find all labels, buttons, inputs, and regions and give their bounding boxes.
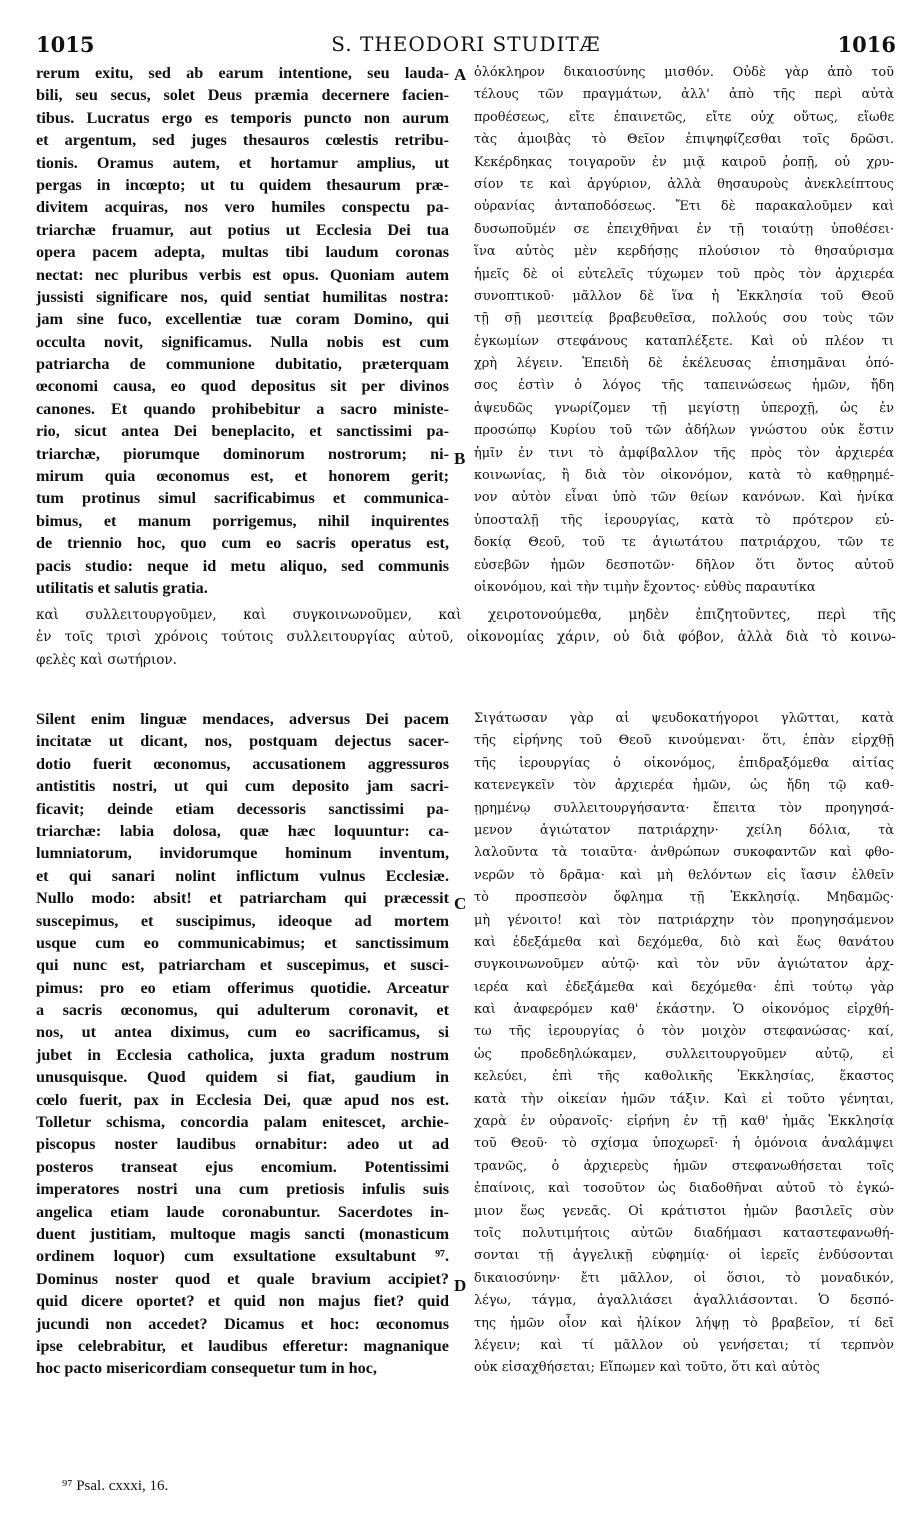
greek-column-bottom	[474, 708, 894, 1388]
latin-text-line: opera pacem adepta, multas tibi laudum coronas	[36, 243, 449, 262]
latin-text-line: Silent enim linguæ mendaces, adversus Dei pacem	[36, 710, 449, 728]
latin-text-line: bimus, et manum porrigemus, nihil inquirentes	[36, 511, 449, 530]
latin-text-line: cœlo fuerit, pax in Ecclesia Dei, quæ apud nos est.	[36, 1090, 449, 1109]
footnote: ⁹⁷ Psal. cxxxi, 16.	[62, 1478, 169, 1494]
latin-text-line: Nullo modo: absit! et patriarcham qui præcessit	[36, 889, 449, 908]
greek-text-line: ὡς προδεδηλώκαμεν, συλλειτουργοῦμεν αὐτῷ, εἰ	[474, 1046, 894, 1062]
greek-text-line: τῆς ἱερουργίας ὁ οἰκονόμος, ἐπιδραξόμεθα αἰτίας	[474, 755, 894, 771]
latin-text-line: pergas in incœpto; ut tu quidem thesaurum præ-	[36, 175, 449, 194]
greek-text-line: Κεκέρδηκας τοιγαροῦν ἐν μιᾷ καιροῦ ῥοπῇ, οὐ χρυ-	[474, 154, 894, 170]
latin-text-line: piscopus noster laudibus ornabitur: adeo ut ad	[36, 1135, 449, 1154]
greek-text-line: ἐγκωμίων στεφάνους καταπλέξετε. Καὶ οὐ πλέον τι	[474, 333, 894, 349]
greek-text-line: χρὴ λέγειν. Ἐπειδὴ δὲ ἐκέλευσας ἐπισημᾶναι ὁπό-	[474, 356, 894, 372]
latin-text-line: triarchæ: labia dolosa, quæ hæc loquuntur: ca-	[36, 821, 449, 840]
greek-text-line: τῇ σῇ μεσιτείᾳ βραβευθεῖσα, πολλούς σου τοὺς τῶν	[474, 311, 894, 327]
greek-text-line: συγκοινωνοῦμεν αὐτῷ· καὶ τὸν νῦν ἁγιώτατον ἀρχ-	[474, 957, 894, 973]
latin-text-line: jussisti significare nos, quid sentiat humilitas nostra:	[36, 287, 449, 306]
greek-text-line: μὴ γένοιτο! καὶ τὸν πατριάρχην τὸν προηγησάμενον	[474, 912, 894, 928]
latin-text-line: tibus. Lucratus ergo es temporis puncto non aurum	[36, 108, 449, 127]
latin-text-line: posteros transeat ejus encomium. Potentissimi	[36, 1157, 449, 1176]
greek-text-line: τοῦ Θεοῦ· τὸ σχίσμα ὑποχωρεῖ· ἡ ὁμόνοια ἀναλάμψει	[474, 1136, 894, 1152]
greek-text-line: τὸ προσπεσὸν ὄφλημα τῇ Ἐκκλησίᾳ. Μηδαμῶς·	[474, 890, 894, 906]
greek-text-line: κατενεγκεῖν τὸν ἀρχιερέα ἡμῶν, ὡς ἤδη τῷ καθ-	[474, 778, 894, 794]
latin-text-line: divitem acquiras, nos vero humiles conspectu pa-	[36, 198, 449, 217]
latin-text-line: antistitis nostri, ut qui cum deposito jam sacri-	[36, 777, 449, 796]
latin-text-line: imperatores nostri una cum pretiosis infulis suis	[36, 1180, 449, 1199]
greek-text-line: καὶ ἐδεξάμεθα καὶ δεχόμεθα, διὸ καὶ ἕως θανάτου	[474, 934, 894, 950]
latin-text-line: triarchæ fruamur, aut potius ut Ecclesia Dei tua	[36, 220, 449, 239]
greek-text-line: ἀψευδῶς γνωρίζομεν τῇ μεγίστῃ ὑπεροχῇ, ὡς ἐν	[474, 400, 894, 416]
latin-text-line: bili, seu secus, solet Deus præmia decernere facien-	[36, 86, 449, 105]
right-page-number: 1016	[837, 32, 896, 57]
greek-text-line: συνοπτικοῦ· μᾶλλον δὲ ἵνα ἡ Ἐκκλησία τοῦ Θεοῦ	[474, 288, 894, 304]
latin-text-line: usque cum eo communicabimus; et sanctissimum	[36, 933, 449, 952]
latin-text-line: nectat: nec pluribus verbis est opus. Quoniam autem	[36, 265, 449, 284]
greek-text-line: προσώπῳ Κυρίου τοῦ τῶν ἀδήλων γνώστου οὐκ ἔστιν	[474, 423, 894, 439]
latin-text-line: de triennio hoc, quo cum eo sacris operatus est,	[36, 534, 449, 553]
running-header	[36, 32, 896, 62]
latin-text-line: ipse celebrabitur, et laudibus efferetur: magnanique	[36, 1336, 449, 1355]
latin-text-line: nos, ut antea diximus, cum eo sacrificamus, si	[36, 1023, 449, 1042]
latin-text-line: qui nunc est, patriarcham et suscepimus, et susci-	[36, 956, 449, 975]
latin-text-line: pimus: pro eo etiam offerimus quotidie. Arceatur	[36, 978, 449, 997]
greek-text-line: ἡμῖν ἐν τινι τὸ ἀμφίβαλλον τῆς πρὸς τὸν ἀρχιερέα	[474, 445, 894, 461]
latin-text-line: rio, sicut antea Dei beneplacito, et sanctissimi pa-	[36, 422, 449, 441]
greek-text-line: μενον ἁγιώτατον πατριάρχην· χείλη δόλια, τὰ	[474, 822, 894, 838]
latin-text-line: tum protinus simul sacrificabimus et communica-	[36, 489, 449, 508]
greek-text-line: ἐπαίνοις, καὶ τοσοῦτον ὡς διαδοθῆναι αὐτοῦ τὸ ἐγκώ-	[474, 1181, 894, 1197]
greek-text-line: σίον τε καὶ ἀργύριον, ἀλλὰ θησαυροὺς ἀνεκλείπτους	[474, 176, 894, 192]
greek-text-line: μιον ἕως γενεᾶς. Οἱ κράτιστοι ἡμῶν βασιλεῖς σὺν	[474, 1203, 894, 1219]
greek-text-line: ἡμεῖς δὲ οἱ εὐτελεῖς τύχωμεν τοῦ πρὸς τὸν ἀρχιερέα	[474, 266, 894, 282]
latin-text-line: occulta novit, significamus. Nulla nobis est cum	[36, 332, 449, 351]
greek-column-top	[474, 62, 894, 602]
greek-text-line: ιερέα καὶ ἐδεξάμεθα καὶ δεχόμεθα· ἐπὶ τούτῳ γὰρ	[474, 979, 894, 995]
latin-text-line: rerum exitu, sed ab earum intentione, seu lauda-	[36, 64, 449, 82]
greek-text-line: δικαιοσύνην· ἔτι μᾶλλον, οἱ ὅσιοι, τὸ μοναδικόν,	[474, 1270, 894, 1286]
latin-text-line: Tolletur schisma, concordia palam enitescet, archie-	[36, 1113, 449, 1132]
greek-text-line: χαρὰ ἐν οὐρανοῖς· εἰρήνη ἐν τῇ καθ' ἡμᾶς Ἐκκλησίᾳ	[474, 1114, 894, 1130]
section-marker-d: D	[454, 1276, 467, 1295]
latin-text-line: angelica etiam laude coronabuntur. Sacerdotes in-	[36, 1202, 449, 1221]
greek-text-line: τὰς ἀμοιβὰς τὸ Θεῖον ἐπιψηφίζεσθαι τοῖς δρῶσι.	[474, 132, 894, 148]
greek-full-line: ἐν τοῖς τρισὶ χρόνοις τούτοις συλλειτουργίας αὐτοῦ, οἰκονομίας χάριν, οὐ διὰ φόβον, ἀλλὰ διὰ τὸ κοινω-	[36, 629, 896, 646]
greek-text-line: τῆς εἰρήνης τοῦ Θεοῦ κινούμεναι· ὅτι, ἐπὰν εἰρχθῇ	[474, 733, 894, 749]
latin-text-line: quid dicere oportet? et quid non majus fiet? quid	[36, 1292, 449, 1311]
latin-text-line: hoc pacto misericordiam consequetur tum in hoc,	[36, 1359, 377, 1378]
latin-text-line: patriarcha de communione dubitatio, præterquam	[36, 355, 449, 374]
latin-text-line: incitatæ ut dicant, nos, postquam dejectus sacer-	[36, 732, 449, 751]
latin-column-bottom	[36, 708, 449, 1388]
latin-text-line: ficavit; deinde etiam decessoris sanctissimi pa-	[36, 799, 449, 818]
latin-text-line: utilitatis et salutis gratia.	[36, 578, 208, 597]
greek-text-line: τω τῆς ἱερουργίας ὁ τὸν μοιχὸν στεφανώσας· καί,	[474, 1024, 894, 1040]
greek-full-line: φελὲς καὶ σωτήριον.	[36, 651, 177, 668]
greek-text-line: τέλους τῶν πραγμάτων, ἀλλ' ἀπὸ τῆς περὶ αὐτὰ	[474, 87, 894, 103]
greek-text-line: προθέσεως, εἴτε ἐπαινετῶς, εἴτε οὐχ οὕτως, εἴωθε	[474, 109, 894, 125]
greek-text-line: σονται τῇ ἀγγελικῇ εὐφημίᾳ· οἱ ἱερεῖς ἐνδύσονται	[474, 1248, 894, 1264]
section-marker-c: C	[454, 894, 467, 913]
latin-text-line: pacis studio: neque id metu aliquo, sed communis	[36, 556, 449, 575]
section-marker-a: A	[454, 65, 467, 84]
latin-text-line: dotio fuerit œconomus, accusationem aggressuros	[36, 754, 449, 773]
greek-text-line: λέγειν; καὶ τί μᾶλλον οὐ γενήσεται; τί τερπνὸν	[474, 1337, 894, 1353]
greek-text-line: κατὰ τὴν οἰκείαν ἡμῶν τάξιν. Καὶ εἰ τοῦτο γένηται,	[474, 1091, 894, 1107]
greek-text-line: δυσωποῦμέν σε ἐπειχθῆναι ἐν τῇ τοιαύτῃ ὑποθέσει·	[474, 221, 894, 237]
latin-text-line: unusquisque. Quod quidem si fiat, gaudium in	[36, 1068, 449, 1087]
greek-text-line: οὐκ εἰσαχθήσεται; Εἴπωμεν καὶ τοῦτο, ὅτι καὶ αὐτὸς	[474, 1360, 820, 1376]
latin-text-line: a sacris œconomus, qui adulterum coronavit, et	[36, 1001, 449, 1020]
latin-column-top	[36, 62, 449, 602]
running-title: S. THEODORI STUDITÆ	[331, 32, 601, 56]
latin-text-line: ordinem loquor) cum exsultatione exsultabunt ⁹⁷.	[36, 1247, 449, 1266]
latin-text-line: et qui sanari nolint inflictum vulnus Ecclesiæ.	[36, 866, 449, 885]
greek-text-line: κοινωνίας, ἢ διὰ τὸν οἰκονόμον, κατὰ τὸ καθῃρημέ-	[474, 468, 894, 484]
latin-text-line: canones. Et quando prohibebitur a sacro ministe-	[36, 399, 449, 418]
greek-text-line: λαλοῦντα τὰ τοιαῦτα· ἀνθρώπων συκοφαντῶν καὶ φθο-	[474, 845, 894, 861]
greek-full-line: καὶ συλλειτουργοῦμεν, καὶ συγκοινωνοῦμεν, καὶ χειροτονούμεθα, μηδὲν ἐπιζητοῦντες, περὶ τῆς	[36, 607, 896, 623]
latin-text-line: tionis. Oramus autem, et hortamur amplius, ut	[36, 153, 449, 172]
greek-text-line: λέγω, τάγμα, ἀγαλλιάσει ἀγαλλιάσονται. Ὁ δεσπό-	[474, 1293, 894, 1309]
greek-text-line: τοῖς πολυτιμήτοις αὐτῶν διαδήμασι καταστεφανωθή-	[474, 1225, 894, 1241]
greek-text-line: δοκίᾳ Θεοῦ, τοῦ τε ἁγιωτάτου πατριάρχου, τῶν τε	[474, 535, 894, 551]
section-marker-b: B	[454, 449, 466, 468]
greek-text-line: καὶ ἀναφερόμεν καθ' ἑκάστην. Ὁ οἰκονόμος εἰρχθή-	[474, 1002, 894, 1018]
greek-text-line: κελεύει, ἐπὶ τῆς καθολικῆς Ἐκκλησίας, ἕκαστος	[474, 1069, 894, 1085]
greek-text-line: της ἡμῶν οἷον καὶ ἡλίκον λήψῃ τὸ βραβεῖον, τί δεῖ	[474, 1315, 894, 1331]
greek-text-line: ὑποσταλῇ τῆς ἱερουργίας, κατὰ τὸ πρότερον εὐ-	[474, 512, 894, 528]
greek-text-line: τρανῶς, ὁ ἀρχιερεὺς ἡμῶν στεφανωθήσεται τοῖς	[474, 1158, 894, 1174]
greek-text-line: Σιγάτωσαν γὰρ αἱ ψευδοκατήγοροι γλῶτται, κατὰ	[474, 711, 894, 726]
latin-text-line: triarchæ, piorumque dominorum nostrorum; ni-	[36, 444, 449, 463]
greek-text-line: εὐσεβῶν ἡμῶν δεσποτῶν· δῆλον ὅτι ὄντος αὐτοῦ	[474, 557, 894, 573]
left-page-number: 1015	[36, 32, 95, 57]
greek-full-width-text	[36, 604, 896, 674]
latin-text-line: duent justitiam, multoque magis sancti (monasticum	[36, 1224, 449, 1243]
greek-text-line: ἵνα αὐτὸς μὲν κερδήσῃς πλούσιον τὸ θησαύρισμα	[474, 244, 894, 260]
latin-text-line: suscepimus, et suscipimus, ideoque ad mortem	[36, 911, 449, 930]
greek-text-line: ὁλόκληρον δικαιοσύνης μισθόν. Οὐδὲ γὰρ ἀπὸ τοῦ	[474, 65, 894, 80]
greek-text-line: οἰκονόμου, καὶ τὴν τιμὴν ἔχοντος· εὐθὺς παραυτίκα	[474, 579, 816, 595]
latin-text-line: œconomi causa, eo quod depositus sit per divinos	[36, 377, 449, 396]
latin-text-line: mirum quia œconomus est, et honorem gerit;	[36, 467, 449, 486]
latin-text-line: jucundi non accedet? Dicamus et hoc: œconomus	[36, 1314, 449, 1333]
latin-text-line: jubet in Ecclesia catholica, juxta gradum nostrum	[36, 1045, 449, 1064]
latin-text-line: et argentum, sed juges thesauros cœlestis retribu-	[36, 131, 449, 150]
latin-text-line: jam sine fuco, excellentiæ tuæ coram Domino, qui	[36, 310, 449, 329]
greek-text-line: σος ἐστὶν ὁ λόγος τῆς ταπεινώσεως ἡμῶν, ἤδη	[474, 378, 894, 394]
latin-text-line: Dominus noster quod et quale bravium accipiet?	[36, 1269, 449, 1288]
greek-text-line: νον αὐτὸν εἶναι ὑπὸ τῶν θείων κανόνων. Καὶ ἡνίκα	[474, 490, 894, 506]
greek-text-line: ῃρημένῳ συλλειτουργήσαντα· ἔπειτα τὸν προηγησά-	[474, 800, 894, 816]
latin-text-line: lumniatorum, invidorumque hominum inventum,	[36, 844, 449, 863]
greek-text-line: οὐρανίας ἀνταποδόσεως. Ἔτι δὲ παρακαλοῦμεν καὶ	[474, 199, 894, 215]
greek-text-line: νερῶν τὸ δρᾶμα· καὶ μὴ θελόντων εἰς ἴασιν ἐλθεῖν	[474, 867, 894, 883]
